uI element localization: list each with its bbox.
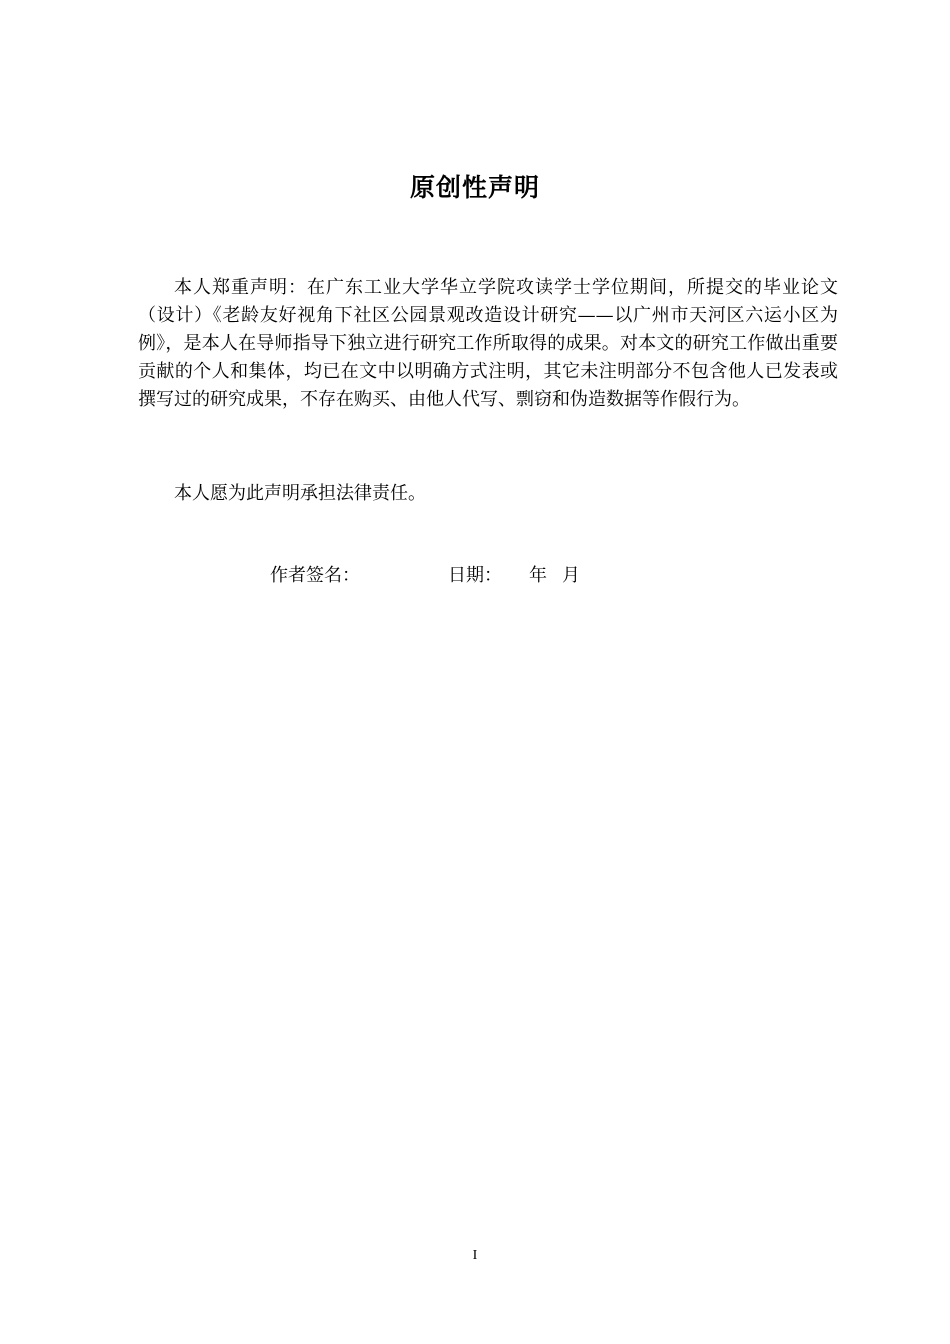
liability-statement: 本人愿为此声明承担法律责任。 — [174, 483, 426, 504]
month-label: 月 — [562, 565, 580, 586]
signature-row — [0, 562, 950, 590]
date-label: 日期： — [448, 565, 502, 586]
author-signature-label: 作者签名： — [270, 565, 360, 586]
page-number: I — [472, 1248, 478, 1263]
year-label: 年 — [529, 565, 547, 586]
page-title: 原创性声明 — [409, 173, 540, 202]
declaration-paragraph: 本人郑重声明：在广东工业大学华立学院攻读学士学位期间，所提交的毕业论文（设计）《老龄友好视角下社区公园景观改造设计研究——以广州市天河区六运小区为例》，是本人在导师指导下独立进行研究工作所取得的成果。对本文的研究工作做出重要贡献的个人和集体，均已在文中以明确方式注明，其它未注明部分不包含他人已发表或撰写过的研究成果，不存在购买、由他人代写、剽窃和伪造数据等作假行为。 — [138, 277, 838, 410]
